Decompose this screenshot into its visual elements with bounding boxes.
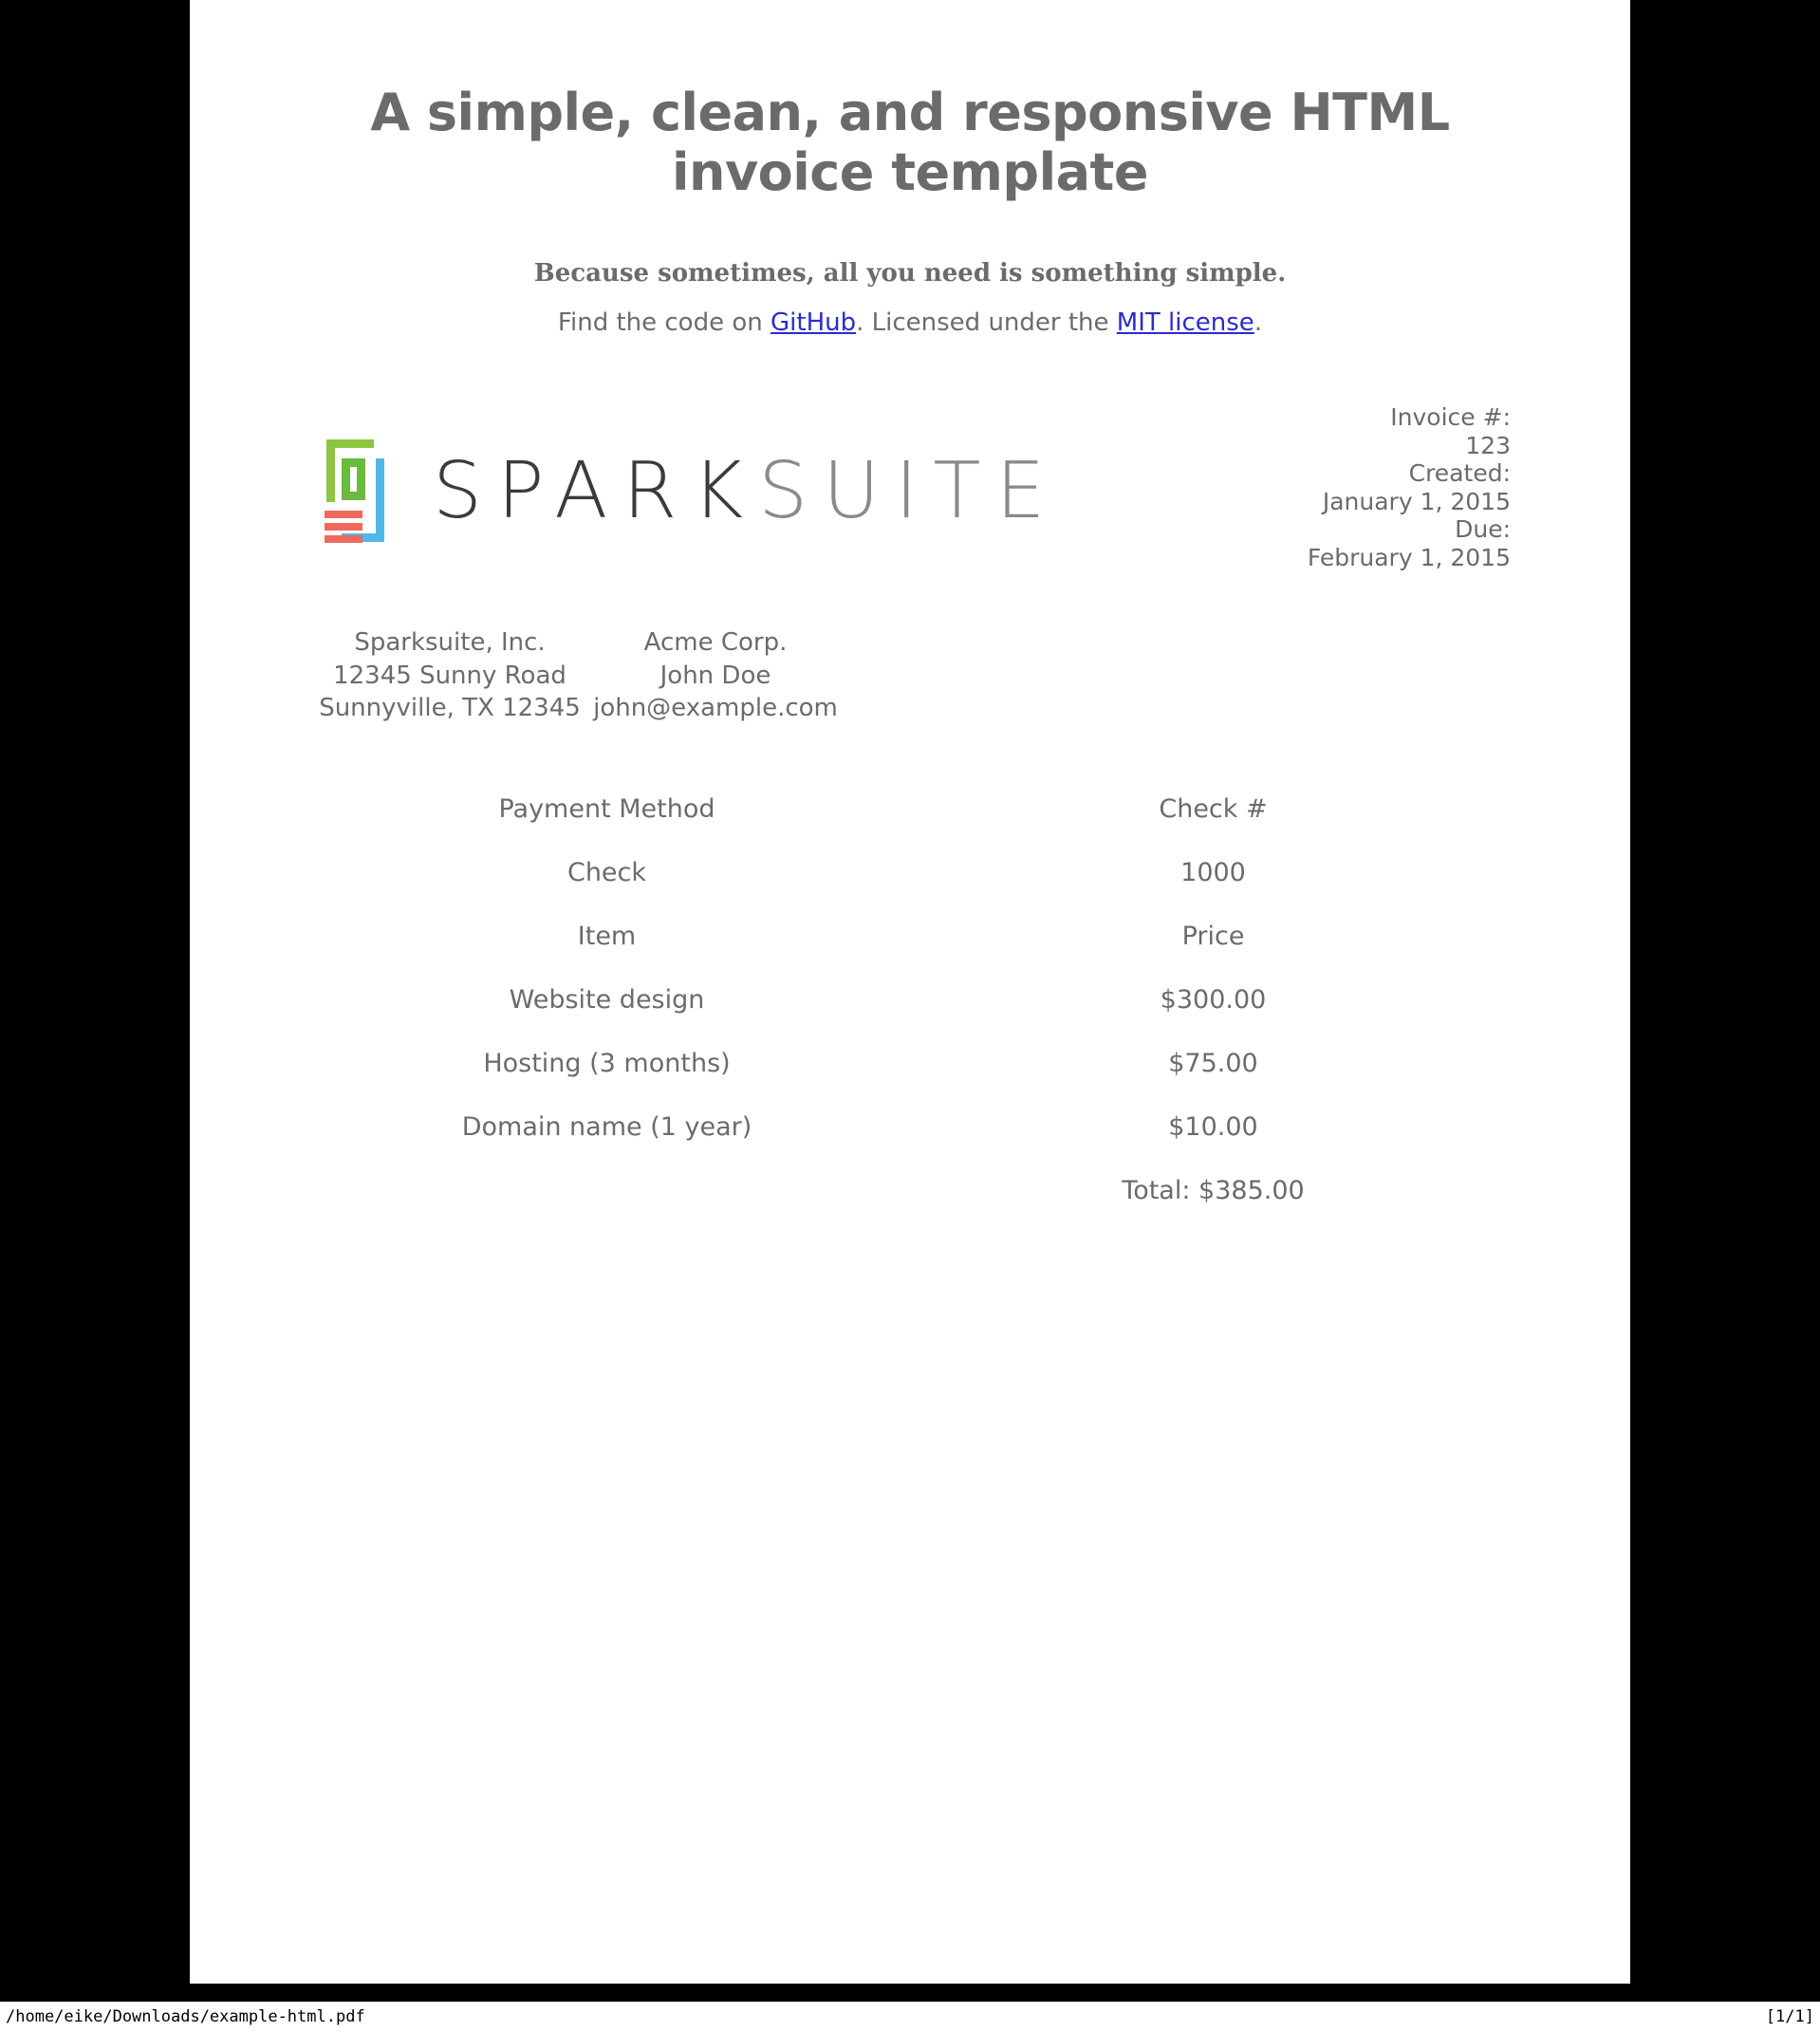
price-header: Price bbox=[1181, 922, 1245, 952]
sender-city: Sunnyville, TX 12345 bbox=[319, 693, 581, 722]
item-price: $75.00 bbox=[1168, 1049, 1258, 1079]
payment-heading-row bbox=[304, 777, 1516, 841]
due-value: February 1, 2015 bbox=[1307, 543, 1511, 571]
page-indicator: [1/1] bbox=[1765, 2007, 1814, 2026]
sender-street: 12345 Sunny Road bbox=[333, 661, 566, 690]
table-row bbox=[304, 968, 1516, 1032]
code-line-suffix: . bbox=[1254, 308, 1263, 338]
payment-method-header: Payment Method bbox=[498, 794, 715, 825]
item-name: Domain name (1 year) bbox=[461, 1112, 752, 1143]
code-line-middle: . Licensed under the bbox=[856, 308, 1117, 338]
total-row bbox=[304, 1159, 1516, 1222]
logo-wordmark bbox=[433, 446, 1060, 536]
invoice-document bbox=[190, 0, 1630, 1222]
recipient-email: john@example.com bbox=[593, 693, 838, 722]
mit-license-link[interactable]: MIT license bbox=[1116, 308, 1254, 338]
code-line-prefix: Find the code on bbox=[557, 308, 771, 338]
github-link[interactable]: GitHub bbox=[771, 308, 857, 338]
pdf-page-sheet bbox=[190, 0, 1630, 1984]
logo-cell bbox=[304, 396, 1201, 544]
sender-company: Sparksuite, Inc. bbox=[354, 628, 546, 658]
invoice-table bbox=[304, 777, 1516, 1222]
page-title: A simple, clean, and responsive HTML invoice template bbox=[370, 83, 1450, 202]
sender-address bbox=[317, 626, 583, 724]
item-price: $10.00 bbox=[1168, 1112, 1258, 1143]
table-row bbox=[304, 1095, 1516, 1159]
invoice-number-label: Invoice #: bbox=[1390, 403, 1511, 432]
viewer-status-bar bbox=[0, 2002, 1820, 2032]
created-label: Created: bbox=[1408, 459, 1511, 488]
invoice-box bbox=[304, 396, 1516, 1222]
invoice-header-row bbox=[304, 396, 1516, 571]
invoice-number-value: 123 bbox=[1465, 431, 1511, 459]
sparksuite-logo-mark-icon bbox=[321, 438, 393, 544]
address-row bbox=[304, 626, 1516, 724]
code-credit-line bbox=[304, 288, 1516, 337]
logo-word-light: SUITE bbox=[758, 445, 1061, 536]
item-name: Website design bbox=[509, 985, 705, 1016]
due-label: Due: bbox=[1455, 515, 1511, 544]
item-name: Hosting (3 months) bbox=[483, 1049, 731, 1079]
created-value: January 1, 2015 bbox=[1322, 487, 1511, 515]
check-number-header: Check # bbox=[1159, 794, 1268, 825]
logo-word-dark: SPARK bbox=[433, 445, 759, 536]
invoice-meta bbox=[1201, 396, 1516, 571]
recipient-contact: John Doe bbox=[659, 661, 771, 690]
invoice-total: Total: $385.00 bbox=[1122, 1176, 1305, 1206]
total-spacer bbox=[304, 1159, 910, 1222]
recipient-company: Acme Corp. bbox=[643, 628, 788, 658]
item-price: $300.00 bbox=[1160, 985, 1267, 1016]
payment-details-row bbox=[304, 841, 1516, 904]
items-heading-row bbox=[304, 904, 1516, 968]
tagline: Because sometimes, all you need is something simple. bbox=[533, 259, 1287, 289]
sparksuite-logo bbox=[321, 438, 1201, 544]
payment-method-value: Check bbox=[566, 858, 647, 888]
table-row bbox=[304, 1032, 1516, 1095]
file-path-label: /home/eike/Downloads/example-html.pdf bbox=[6, 2007, 365, 2026]
check-number-value: 1000 bbox=[1180, 858, 1246, 888]
recipient-address bbox=[592, 626, 839, 724]
item-header: Item bbox=[577, 922, 637, 952]
